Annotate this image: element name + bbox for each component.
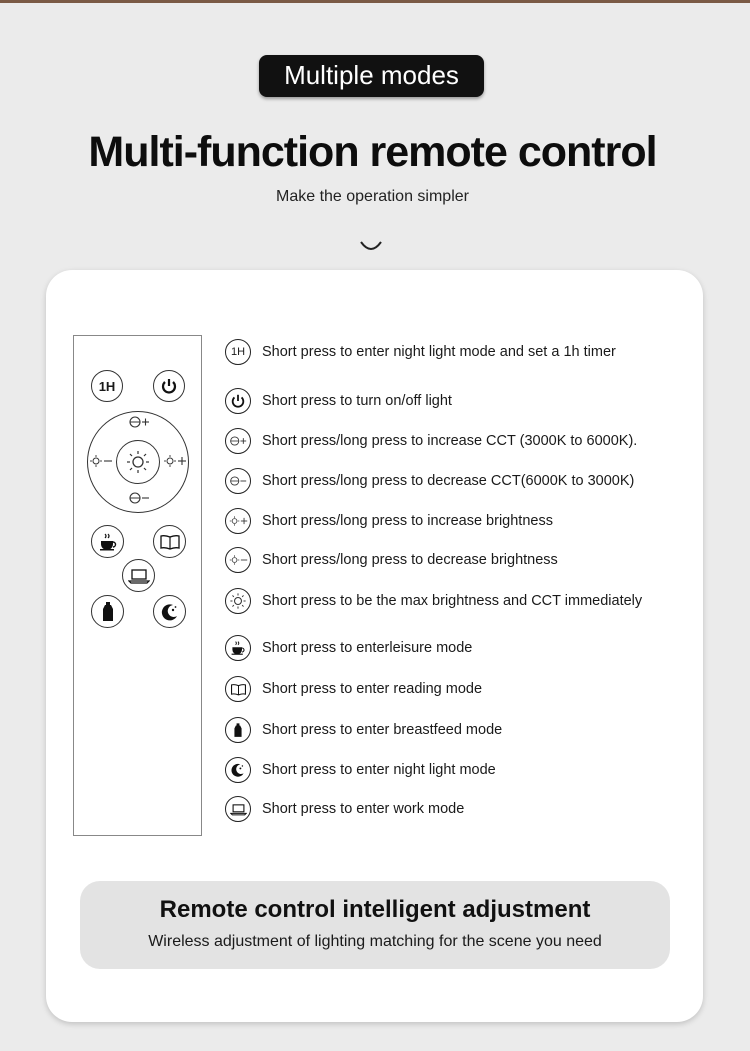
sun-max-icon <box>125 449 151 475</box>
feature-text: Short press/long press to decrease brightness <box>262 552 558 568</box>
baby-bottle-icon <box>225 717 251 743</box>
remote-night-button <box>153 595 186 628</box>
coffee-cup-icon <box>225 635 251 661</box>
remote-1h-label: 1H <box>98 378 116 394</box>
modes-badge: Multiple modes <box>259 55 484 97</box>
feature-text: Short press to enter work mode <box>262 801 465 817</box>
feature-text: Short press/long press to increase brightness <box>262 513 553 529</box>
feature-item-brightness-minus <box>225 546 558 574</box>
remote-work-button <box>122 559 155 592</box>
laptop-icon <box>128 568 150 584</box>
feature-text: Short press/long press to decrease CCT(6000K to 3000K) <box>262 473 635 489</box>
coffee-cup-icon <box>98 532 118 552</box>
remote-control <box>73 335 202 836</box>
baby-bottle-icon <box>101 601 115 623</box>
laptop-icon <box>225 796 251 822</box>
cct-minus-icon <box>225 468 251 494</box>
page-title: Multi-function remote control <box>88 128 657 176</box>
feature-item-reading <box>225 675 482 703</box>
moon-icon <box>160 602 180 622</box>
feature-text: Short press/long press to increase CCT (3000K to 6000K). <box>262 433 638 449</box>
feature-text: Short press to enter reading mode <box>262 681 483 697</box>
timer-1h-icon: 1H <box>225 339 251 365</box>
remote-1h-button <box>91 370 123 402</box>
brightness-plus-icon <box>225 508 251 534</box>
page-subtitle: Make the operation simpler <box>276 188 469 205</box>
feature-item-cct-minus <box>225 467 634 495</box>
feature-item-cct-plus <box>225 427 637 455</box>
remote-breastfeed-button <box>91 595 124 628</box>
cct-plus-icon <box>128 415 150 429</box>
chevron-down-icon <box>358 236 384 254</box>
brightness-minus-icon <box>225 547 251 573</box>
moon-icon <box>225 757 251 783</box>
feature-item-max <box>225 587 642 615</box>
feature-item-leisure <box>225 634 472 662</box>
summary-title: Remote control intelligent adjustment <box>159 896 591 923</box>
power-icon <box>160 377 178 395</box>
summary-banner <box>80 881 670 969</box>
cct-minus-icon <box>128 491 150 505</box>
feature-item-timer <box>225 338 616 366</box>
feature-text: Short press to turn on/off light <box>262 393 452 409</box>
remote-center-button <box>116 440 160 484</box>
remote-leisure-button <box>91 525 124 558</box>
feature-text: Short press to enter night light mode and set a 1h timer <box>262 344 616 360</box>
book-icon <box>225 676 251 702</box>
feature-item-power <box>225 387 452 415</box>
feature-text: Short press to enter breastfeed mode <box>262 722 503 738</box>
brightness-minus-icon <box>89 454 113 468</box>
remote-reading-button <box>153 525 186 558</box>
brightness-plus-icon <box>163 454 187 468</box>
feature-text: Short press to enter night light mode <box>262 762 496 778</box>
summary-subtitle: Wireless adjustment of lighting matching for the scene you need <box>148 933 602 950</box>
cct-plus-icon <box>225 428 251 454</box>
feature-text: Short press to enterleisure mode <box>262 640 473 656</box>
feature-item-breastfeed <box>225 716 502 744</box>
feature-item-night <box>225 756 496 784</box>
top-accent-strip <box>0 0 750 3</box>
feature-text: Short press to be the max brightness and CCT immediately <box>262 593 643 609</box>
book-icon <box>159 534 181 550</box>
feature-item-work <box>225 795 464 823</box>
sun-max-icon <box>225 588 251 614</box>
power-icon <box>225 388 251 414</box>
remote-power-button <box>153 370 185 402</box>
feature-item-brightness-plus <box>225 507 553 535</box>
